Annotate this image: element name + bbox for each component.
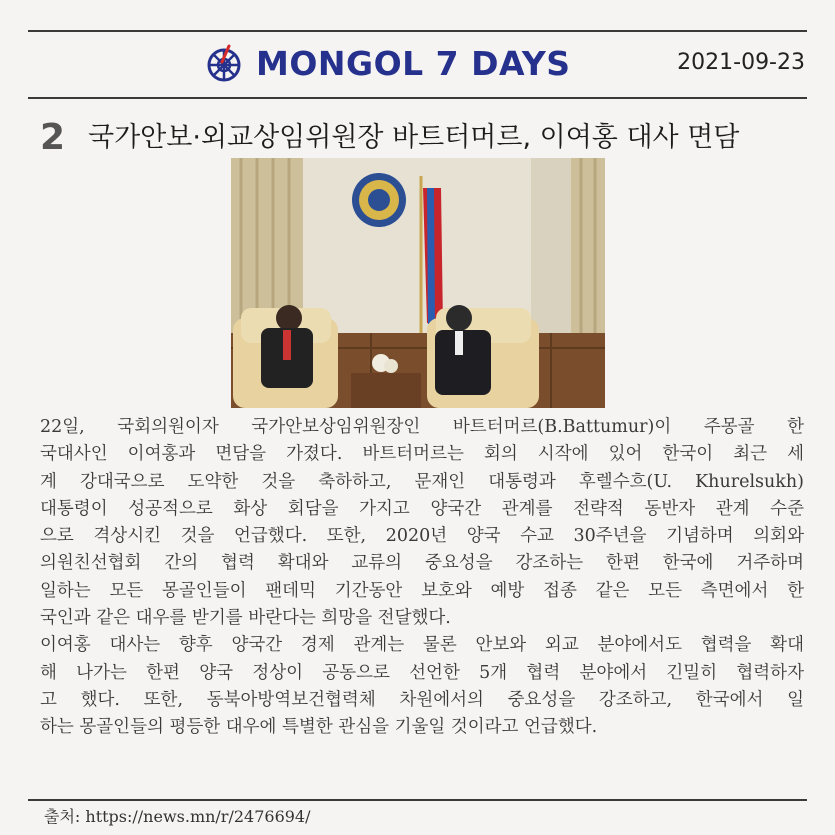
brand-name: MONGOL 7 DAYS bbox=[256, 44, 571, 83]
body-line: 의원친선협회 간의 협력 확대와 교류의 중요성을 강조하는 한편 한국에 거주하며 bbox=[40, 553, 804, 574]
body-line: 22일, 국회의원이자 국가안보상임위원장인 바트터머르(B.Battumur)이 주몽골 한 bbox=[40, 417, 804, 437]
ship-wheel-icon bbox=[204, 44, 244, 84]
headline bbox=[40, 116, 739, 160]
article-title: 국가안보·외교상임위원장 바트터머르, 이여홍 대사 면담 bbox=[88, 122, 740, 153]
body-line: 으로 격상시킨 것을 언급했다. 또한, 2020년 양국 수교 30주년을 기념하며 의회와 bbox=[40, 526, 804, 547]
body-line: 계 강대국으로 도약한 것을 축하하고, 문재인 대통령과 후렐수흐(U. Khurelsukh) bbox=[40, 471, 804, 492]
article-number: 2 bbox=[40, 117, 66, 158]
source-citation: 출처: https://news.mn/r/2476694/ bbox=[44, 807, 311, 826]
brand-logo bbox=[204, 44, 571, 84]
body-line: 대통령이 성공적으로 화상 회담을 가지고 양국간 관계를 전략적 동반자 관계 수준 bbox=[40, 498, 804, 519]
paragraph-2 bbox=[40, 632, 804, 741]
header-rule bbox=[28, 97, 807, 99]
body-line: 하는 몽골인들의 평등한 대우에 특별한 관심을 기울일 것이라고 언급했다. bbox=[40, 717, 598, 738]
body-line: 국인과 같은 대우를 받기를 바란다는 희망을 전달했다. bbox=[40, 608, 451, 629]
paragraph-1 bbox=[40, 414, 804, 632]
article-body bbox=[40, 414, 804, 742]
body-line: 해 나가는 한편 양국 정상이 공동으로 선언한 5개 협력 분야에서 긴밀히 협력하자 bbox=[40, 662, 804, 683]
meeting-photo bbox=[231, 158, 605, 408]
meeting-photo-illustration bbox=[231, 158, 605, 408]
top-rule bbox=[28, 30, 807, 32]
footer-rule bbox=[28, 799, 807, 801]
body-line: 고 했다. 또한, 동북아방역보건협력체 차원에서의 중요성을 강조하고, 한국에서 일 bbox=[40, 689, 804, 710]
body-line: 이여홍 대사는 향후 양국간 경제 관계는 물론 안보와 외교 분야에서도 협력을 확대 bbox=[40, 635, 804, 656]
issue-date: 2021-09-23 bbox=[677, 50, 805, 75]
body-line: 국대사인 이여홍과 면담을 가졌다. 바트터머르는 회의 시작에 있어 한국이 최근 세 bbox=[40, 444, 804, 465]
body-line: 일하는 모든 몽골인들이 팬데믹 기간동안 보호와 예방 접종 같은 모든 측면에서 한 bbox=[40, 580, 804, 601]
